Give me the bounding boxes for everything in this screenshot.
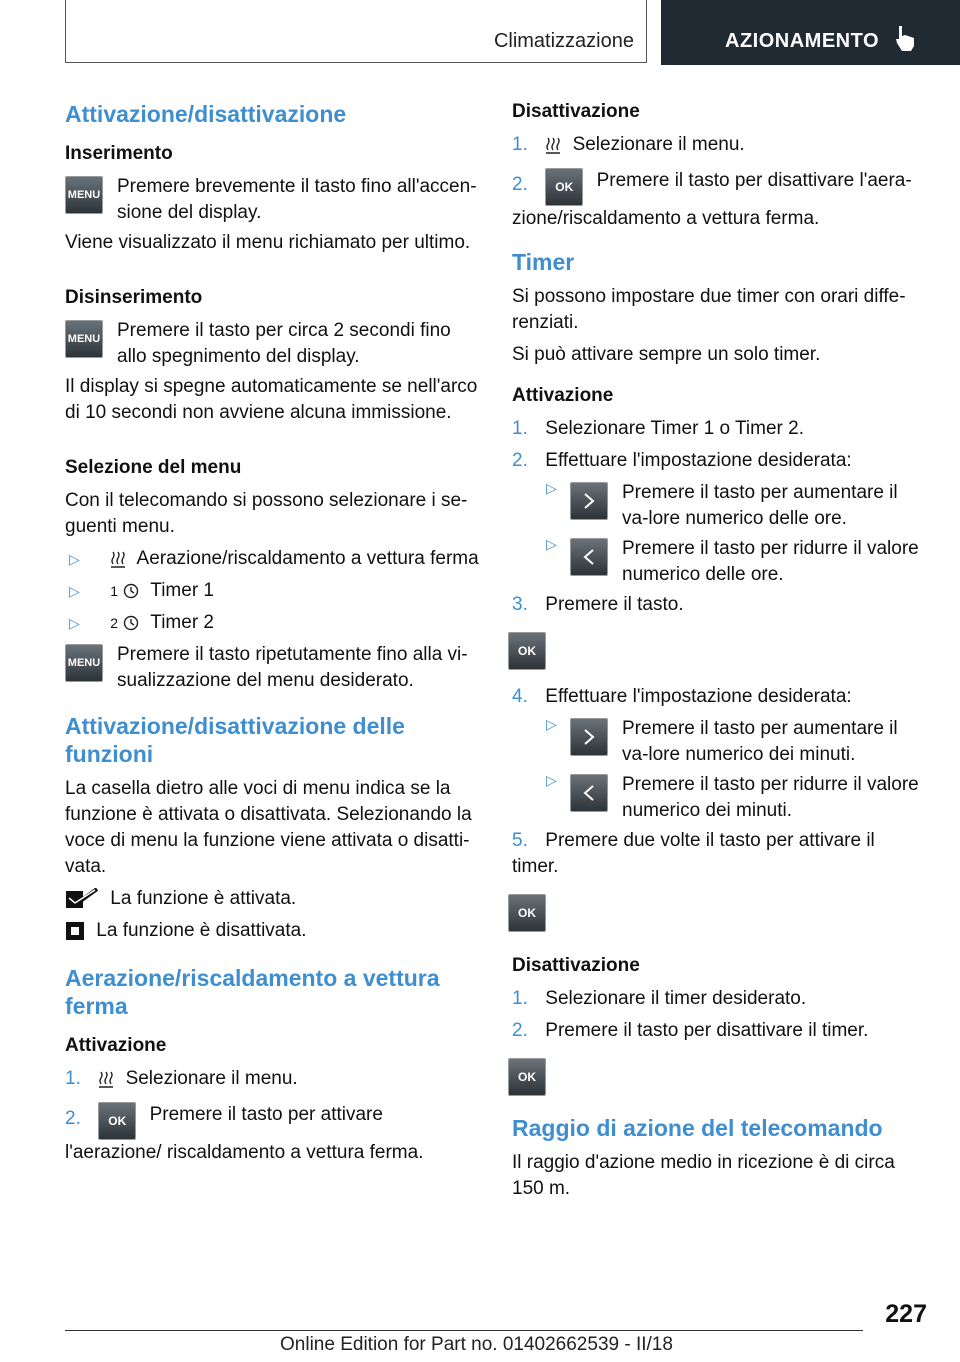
sub-item-text: Premere il tasto per aumentare il va-lore numerico delle ore. [622,482,898,529]
ok-key-icon: OK [98,1102,136,1140]
subheading-timer-activation: Attivazione [512,385,614,406]
step-text: Selezionare Timer 1 o Timer 2. [545,418,804,439]
sub-item-decrease-hours [542,536,926,588]
menu-key-icon: MENU [65,320,103,358]
insert-instruction [65,174,479,226]
list-item [512,684,926,710]
step-number: 2. [512,450,528,471]
menu-repeat-text: Premere il tasto ripetutamente fino alla vi-sualizzazione del menu desiderato. [117,644,468,691]
menu-item-label: Timer 1 [150,580,214,601]
triangle-bullet-icon: ▷ [69,615,80,631]
step-text: Effettuare l'impostazione desiderata: [545,450,852,471]
functions-text: La casella dietro alle voci di menu indica se la funzione è attivata o disattivata. Selezionando la voce di menu la funzione viene attivata o disatti-vata. [65,778,472,877]
timer-number: 2 [110,615,119,631]
list-item [65,1066,479,1092]
ok-key-icon: OK [508,894,546,932]
step-text: Premere il tasto per disattivare l'aera-zione/riscaldamento a vettura ferma. [512,170,912,229]
step-number: 1. [512,418,528,439]
step-text: Premere due volte il tasto per attivare il timer. [512,830,875,877]
triangle-bullet-icon: ▷ [546,480,557,496]
header-chapter-title: AZIONAMENTO [725,30,880,52]
triangle-bullet-icon: ▷ [546,536,557,552]
step-number: 1. [65,1068,81,1089]
disable-note: Il display si spegne automaticamente se nell'arco di 10 secondi non avviene alcuna immissione. [65,376,478,423]
subheading-disable: Disinserimento [65,287,203,308]
step-number: 1. [512,988,528,1009]
header-section-title: Climatizzazione [493,30,634,52]
step-text: Selezionare il timer desiderato. [545,988,807,1009]
step-number: 3. [512,594,528,615]
hand-pointer-icon [893,24,919,52]
triangle-bullet-icon: ▷ [69,551,80,567]
footer-divider [65,1330,863,1331]
clock-icon [123,583,139,599]
section-title-activation: Attivazione/disattivazione [65,101,347,127]
footer-edition: Online Edition for Part no. 01402662539 - II/18 [280,1334,673,1355]
heating-icon [110,550,126,568]
page-number: 227 [885,1300,927,1328]
list-item [512,828,926,880]
section-title-ventilation: Aerazione/riscaldamento a vettura ferma [65,965,440,1019]
list-item [65,610,479,636]
step-text: Premere il tasto per attivare l'aerazione/ riscaldamento a vettura ferma. [65,1104,424,1163]
empty-box-icon [65,921,85,941]
step-text: Selezionare il menu. [125,1068,298,1089]
triangle-bullet-icon: ▷ [546,772,557,788]
function-off-row [65,918,479,944]
subheading-insert: Inserimento [65,143,173,164]
subheading-deactivation: Disattivazione [512,101,640,122]
insert-text: Premere brevemente il tasto fino all'accen-sione del display. [117,176,477,223]
ok-key-icon: OK [545,168,583,206]
heating-icon [98,1070,114,1088]
function-off-text: La funzione è disattivata. [96,920,307,941]
sub-item-text: Premere il tasto per ridurre il valore numerico dei minuti. [622,774,919,821]
menu-key-icon: MENU [65,644,103,682]
sub-item-increase-hours [542,480,926,532]
section-title-functions: Attivazione/disattivazione delle funzioni [65,713,405,767]
list-item [65,1102,479,1166]
step-text: Selezionare il menu. [572,134,745,155]
sub-item-increase-minutes [542,716,926,768]
step-number: 2. [512,174,528,195]
left-column [65,100,479,1172]
step-number: 2. [512,1020,528,1041]
arrow-right-key-icon [570,718,608,756]
menu-key-icon: MENU [65,176,103,214]
sub-item-decrease-minutes [542,772,926,824]
arrow-left-key-icon [570,774,608,812]
range-text: Il raggio d'azione medio in ricezione è di circa 150 m. [512,1152,895,1199]
section-title-timer: Timer [512,249,575,275]
section-title-range: Raggio di azione del telecomando [512,1115,883,1141]
step-number: 2. [65,1108,81,1129]
menu-item-label: Timer 2 [150,612,214,633]
timer-text-1: Si possono impostare due timer con orari diffe-renziati. [512,286,906,333]
header-section-box [65,0,647,63]
list-item [65,546,479,572]
sub-item-text: Premere il tasto per ridurre il valore numerico delle ore. [622,538,919,585]
menu-selection-text: Con il telecomando si possono selezionare i se-guenti menu. [65,490,468,537]
function-on-row [65,886,479,912]
subheading-activation: Attivazione [65,1035,167,1056]
step-number: 5. [512,830,528,851]
step-text: Premere il tasto. [545,594,684,615]
right-column [512,100,926,1208]
list-item [512,986,926,1012]
function-on-text: La funzione è attivata. [110,888,297,909]
list-item [512,168,926,232]
list-item [512,1018,926,1044]
list-item [65,578,479,604]
heating-icon [545,136,561,154]
step-number: 1. [512,134,528,155]
step-number: 4. [512,686,528,707]
subheading-menu-selection: Selezione del menu [65,457,242,478]
menu-repeat-instruction [65,642,479,694]
sub-item-text: Premere il tasto per aumentare il va-lore numerico dei minuti. [622,718,898,765]
subheading-timer-deactivation: Disattivazione [512,955,640,976]
triangle-bullet-icon: ▷ [69,583,80,599]
disable-instruction [65,318,479,370]
list-item [512,592,926,618]
triangle-bullet-icon: ▷ [546,716,557,732]
list-item [512,416,926,442]
timer-text-2: Si può attivare sempre un solo timer. [512,344,821,365]
list-item [512,448,926,474]
ok-key-icon: OK [508,632,546,670]
step-text: Premere il tasto per disattivare il timer. [545,1020,869,1041]
checked-box-icon [65,888,99,910]
step-text: Effettuare l'impostazione desiderata: [545,686,852,707]
disable-text: Premere il tasto per circa 2 secondi fino allo spegnimento del display. [117,320,451,367]
ok-key-icon: OK [508,1058,546,1096]
timer-number: 1 [110,583,119,599]
list-item [512,132,926,158]
arrow-right-key-icon [570,482,608,520]
menu-item-label: Aerazione/riscaldamento a vettura ferma [136,548,479,569]
insert-note: Viene visualizzato il menu richiamato per ultimo. [65,232,471,253]
header-chapter-box [661,0,960,65]
arrow-left-key-icon [570,538,608,576]
clock-icon [123,615,139,631]
